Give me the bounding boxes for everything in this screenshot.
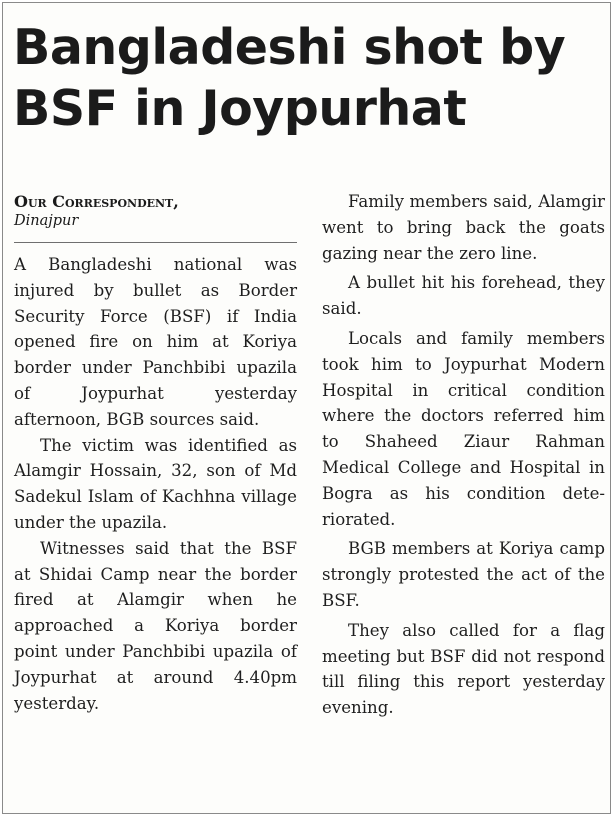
paragraph: A bullet hit his forehead, they said. — [322, 273, 605, 319]
headline — [13, 17, 603, 139]
article-column-right — [322, 189, 605, 725]
byline: Our Correspondent, — [14, 192, 179, 211]
paragraph: Locals and family members took him to Joypurhat Modern Hospital in critical condition where the doctors referred him to Shaheed Ziaur Rahman Medical College and Hospital in Bogra as his condition deteriorated. — [322, 328, 605, 529]
paragraph: Witnesses said that the BSF at Shidai Camp near the border fired at Alamgir when he approached a Koriya border point under Panchbibi upazila of Joypurhat at around 4.40pm yesterday. — [14, 538, 297, 713]
paragraph: Family members said, Alamgir went to bring back the goats gazing near the zero line. — [322, 192, 605, 263]
article-column-left — [14, 190, 297, 716]
dateline: Dinajpur — [14, 213, 79, 229]
headline-line-1: Bangladeshi shot by — [13, 19, 566, 76]
paragraph: A Bangladeshi national was injured by bullet as Border Security Force (BSF) if India opened fire on him at Koriya border under Panchbibi upazila of Joypurhat yesterday afternoon, BGB sources said. — [14, 255, 297, 429]
paragraph: BGB members at Koriya camp strongly protested the act of the BSF. — [322, 539, 605, 610]
headline-line-2: BSF in Joypurhat — [13, 80, 467, 137]
news-clipping — [2, 2, 611, 814]
byline-divider — [14, 242, 297, 243]
paragraph: The victim was identified as Alamgir Hossain, 32, son of Md Sadekul Islam of Kachhna village under the upazila. — [14, 435, 297, 532]
paragraph: They also called for a flag meeting but BSF did not respond till filing this report yesterday evening. — [322, 620, 605, 718]
